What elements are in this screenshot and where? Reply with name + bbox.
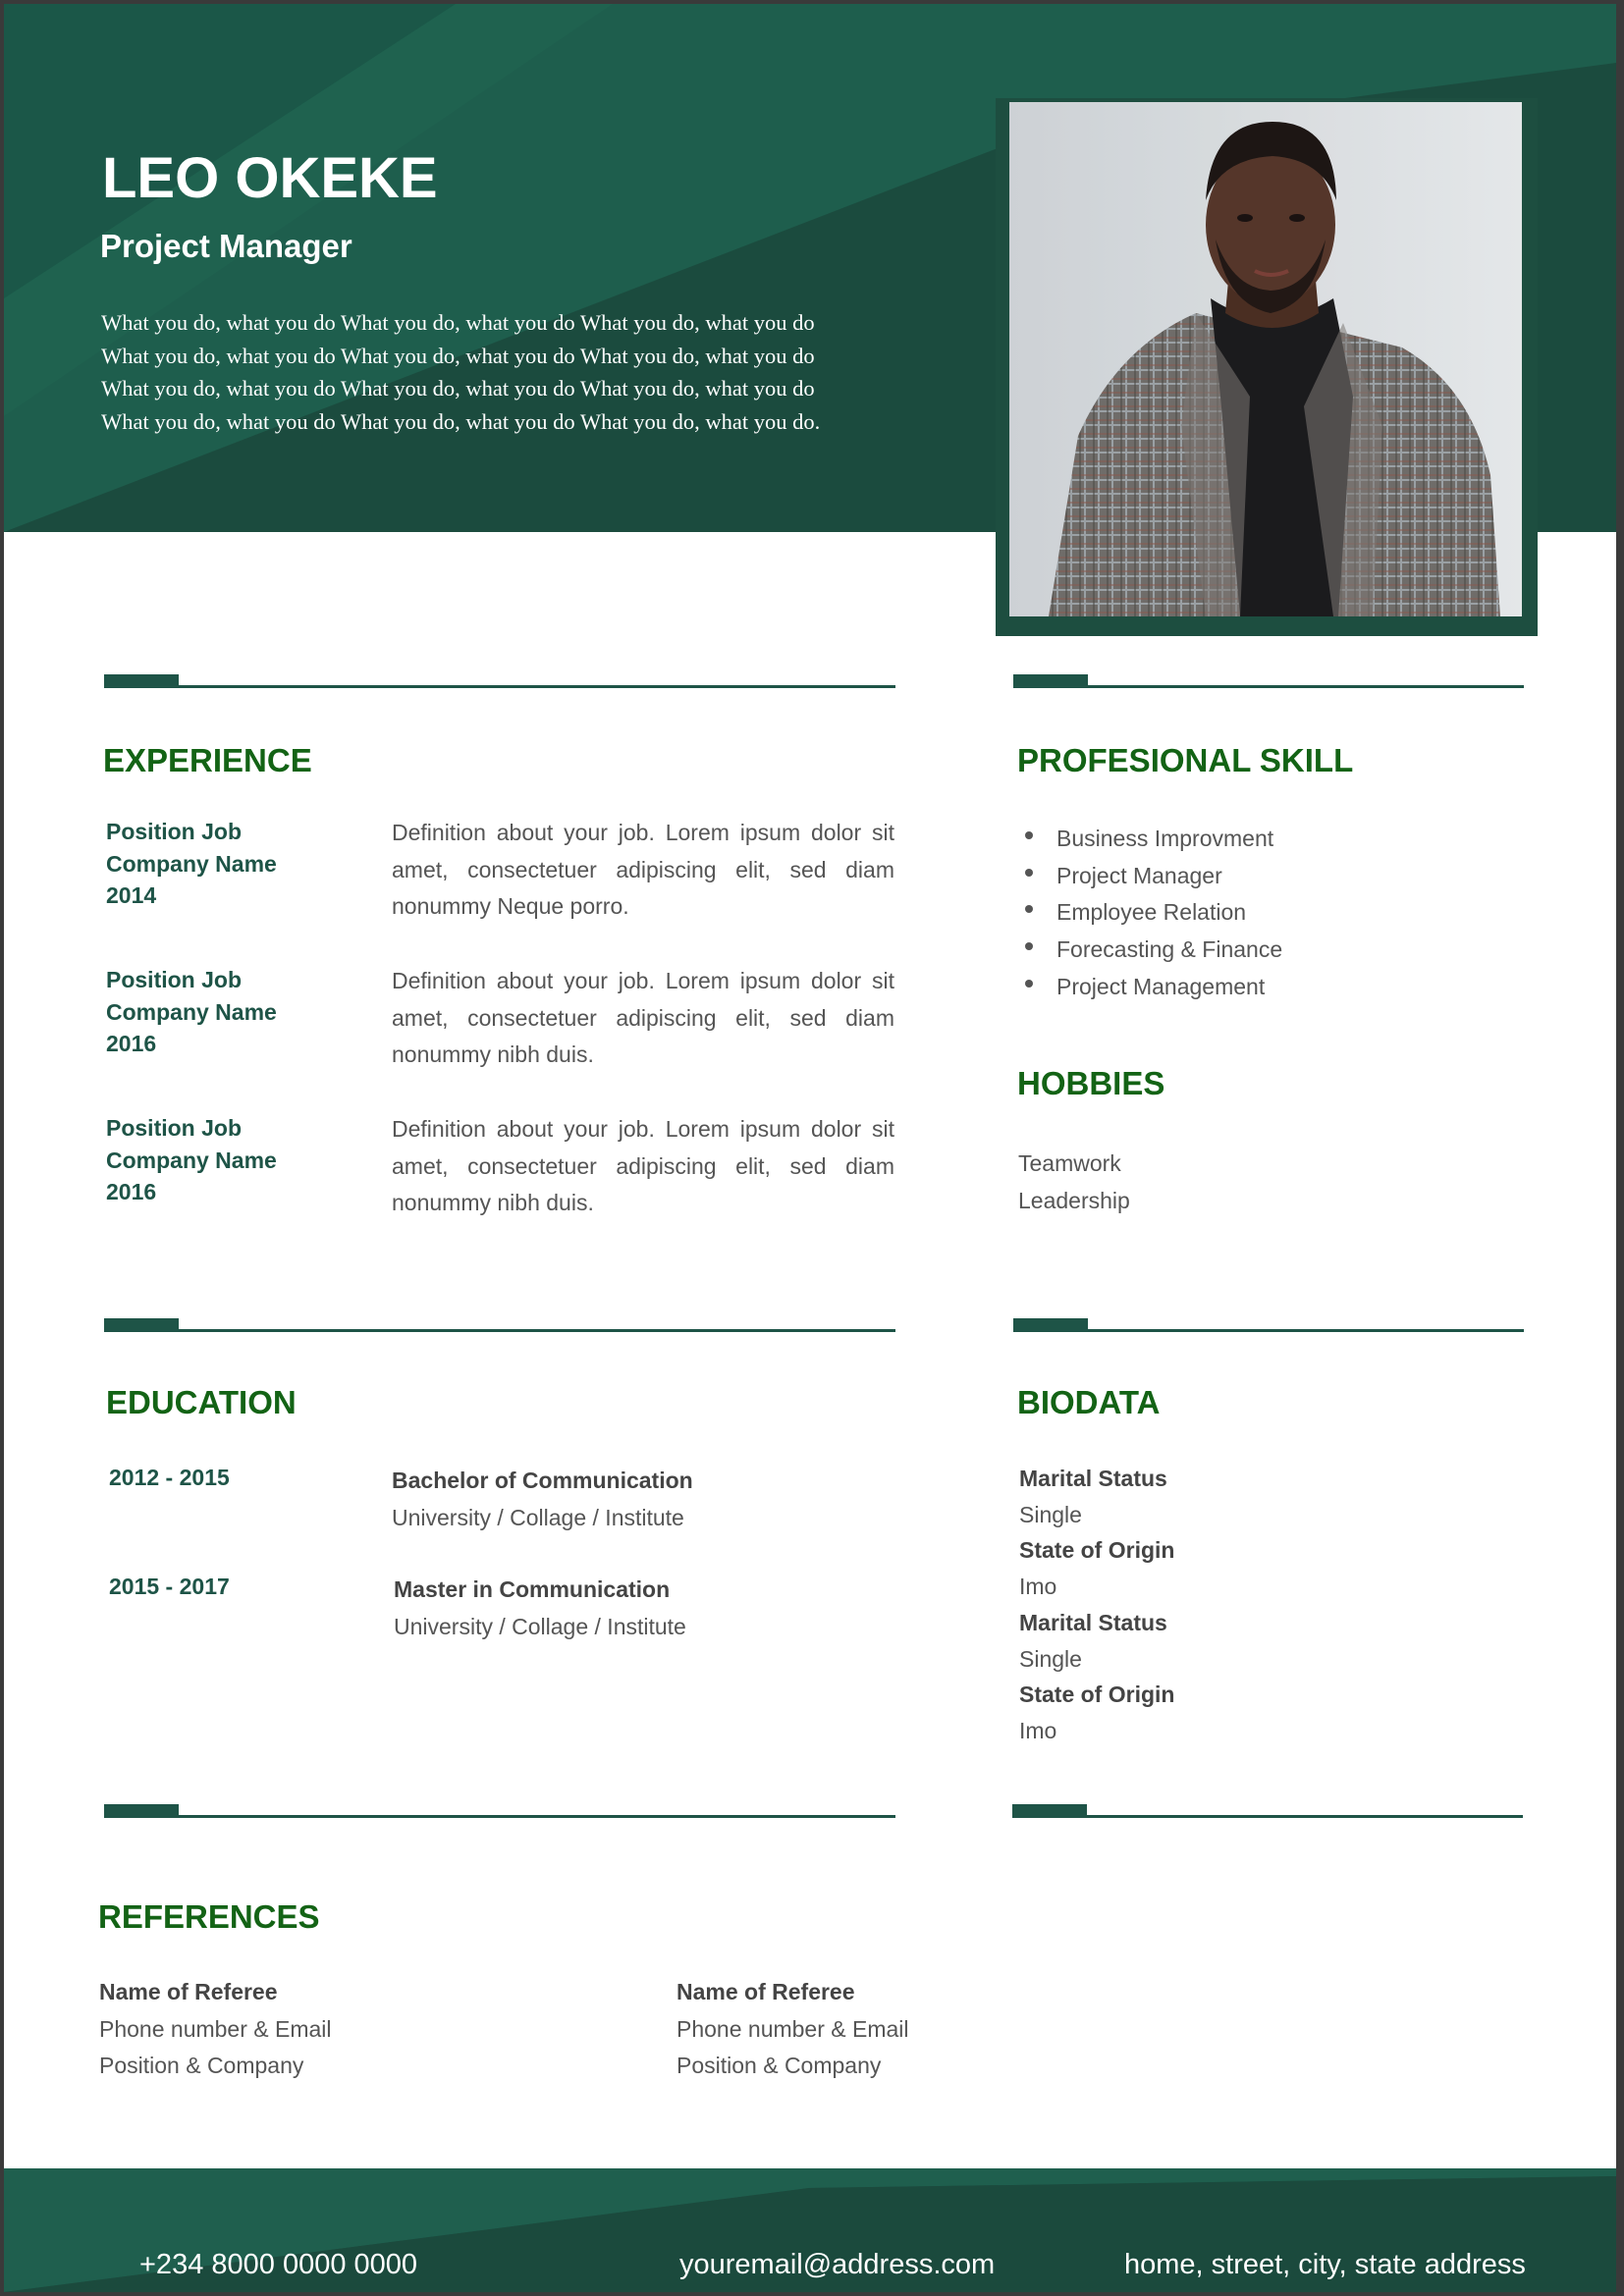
education-years: 2015 - 2017	[109, 1574, 230, 1599]
hobbies-heading: HOBBIES	[1017, 1065, 1165, 1101]
biodata-divider	[1013, 1318, 1524, 1332]
resume-footer	[4, 2168, 1616, 2292]
skills-heading: PROFESIONAL SKILL	[1017, 742, 1354, 778]
experience-year: 2014	[106, 882, 157, 908]
summary-line: What you do, what you do What you do, what you do What you do, what you do	[101, 310, 815, 335]
experience-description: Definition about your job. Lorem ipsum dolor sit amet, consectetuer adipiscing elit, sed diam nonummy nibh duis.	[392, 968, 894, 1067]
education-school: University / Collage / Institute	[394, 1614, 686, 1639]
experience-heading: EXPERIENCE	[103, 742, 312, 778]
hobbies-list	[1018, 1146, 1130, 1219]
skill-item: Project Manager	[1017, 858, 1282, 895]
divider-line	[1012, 1815, 1523, 1818]
candidate-name: LEO OKEKE	[102, 146, 438, 210]
footer-address: home, street, city, state address	[1124, 2249, 1526, 2280]
divider-line	[104, 1329, 895, 1332]
reference-entry	[99, 1974, 332, 2085]
references-divider	[104, 1804, 895, 1818]
education-school: University / Collage / Institute	[392, 1505, 684, 1530]
portrait-illustration	[1009, 102, 1522, 616]
summary-line: What you do, what you do What you do, what you do What you do, what you do.	[101, 408, 821, 434]
skills-divider	[1013, 674, 1524, 688]
divider-line	[104, 685, 895, 688]
summary-line: What you do, what you do What you do, what you do What you do, what you do	[101, 376, 815, 400]
divider-accent	[104, 1804, 179, 1815]
experience-position: Position Job	[106, 819, 242, 844]
biodata-value: Imo	[1019, 1574, 1057, 1599]
experience-position: Position Job	[106, 1115, 242, 1141]
experience-meta	[106, 816, 277, 912]
experience-meta	[106, 964, 277, 1060]
divider-line	[1013, 1329, 1524, 1332]
profile-photo-frame	[996, 98, 1538, 636]
experience-position: Position Job	[106, 967, 242, 992]
biodata-heading: BIODATA	[1017, 1384, 1161, 1420]
summary-line: What you do, what you do What you do, what you do What you do, what you do	[101, 343, 815, 368]
skill-item: Business Improvment	[1017, 821, 1282, 858]
education-heading: EDUCATION	[106, 1384, 297, 1420]
biodata-value: Single	[1019, 1646, 1082, 1672]
hobby-item: Leadership	[1018, 1187, 1130, 1213]
education-years: 2012 - 2015	[109, 1465, 230, 1490]
experience-company: Company Name	[106, 850, 277, 877]
biodata-label: Marital Status	[1019, 1466, 1167, 1491]
divider-line	[1013, 685, 1524, 688]
education-divider	[104, 1318, 895, 1332]
referee-position: Position & Company	[99, 2053, 304, 2078]
biodata-label: Marital Status	[1019, 1610, 1167, 1635]
experience-description: Definition about your job. Lorem ipsum dolor sit amet, consectetuer adipiscing elit, sed diam nonummy nibh duis.	[392, 1116, 894, 1215]
biodata-label: State of Origin	[1019, 1682, 1175, 1707]
hobby-item: Teamwork	[1018, 1150, 1121, 1176]
biodata-value: Single	[1019, 1502, 1082, 1527]
divider-line	[104, 1815, 895, 1818]
referee-name: Name of Referee	[99, 1979, 278, 2004]
experience-divider	[104, 674, 895, 688]
referee-position: Position & Company	[677, 2053, 882, 2078]
divider-accent	[104, 674, 179, 685]
referee-name: Name of Referee	[677, 1979, 855, 2004]
footer-phone: +234 8000 0000 0000	[139, 2249, 418, 2280]
education-degree: Master in Communication	[394, 1576, 671, 1602]
biodata-list	[1019, 1461, 1174, 1749]
candidate-role: Project Manager	[100, 228, 352, 264]
profile-summary	[101, 306, 946, 438]
referee-contact: Phone number & Email	[677, 2015, 909, 2042]
references-heading: REFERENCES	[98, 1898, 320, 1935]
skills-list	[1017, 821, 1282, 1006]
skill-item: Forecasting & Finance	[1017, 932, 1282, 969]
divider-accent	[1013, 1318, 1088, 1329]
experience-company: Company Name	[106, 1147, 277, 1173]
experience-year: 2016	[106, 1179, 157, 1204]
experience-description: Definition about your job. Lorem ipsum dolor sit amet, consectetuer adipiscing elit, sed diam nonummy Neque porro.	[392, 820, 894, 919]
skill-item: Employee Relation	[1017, 894, 1282, 932]
experience-year: 2016	[106, 1031, 157, 1056]
resume-page	[4, 4, 1616, 2292]
education-degree: Bachelor of Communication	[392, 1468, 693, 1493]
experience-company: Company Name	[106, 998, 277, 1025]
reference-entry	[677, 1974, 909, 2085]
skill-item: Project Management	[1017, 969, 1282, 1006]
divider-accent	[1013, 674, 1088, 685]
referee-contact: Phone number & Email	[99, 2015, 332, 2042]
biodata-label: State of Origin	[1019, 1537, 1175, 1563]
right-column-divider	[1012, 1804, 1523, 1818]
footer-email: youremail@address.com	[679, 2249, 996, 2280]
divider-accent	[1012, 1804, 1087, 1815]
divider-accent	[104, 1318, 179, 1329]
experience-meta	[106, 1112, 277, 1208]
profile-photo	[1009, 102, 1522, 616]
biodata-value: Imo	[1019, 1718, 1057, 1743]
